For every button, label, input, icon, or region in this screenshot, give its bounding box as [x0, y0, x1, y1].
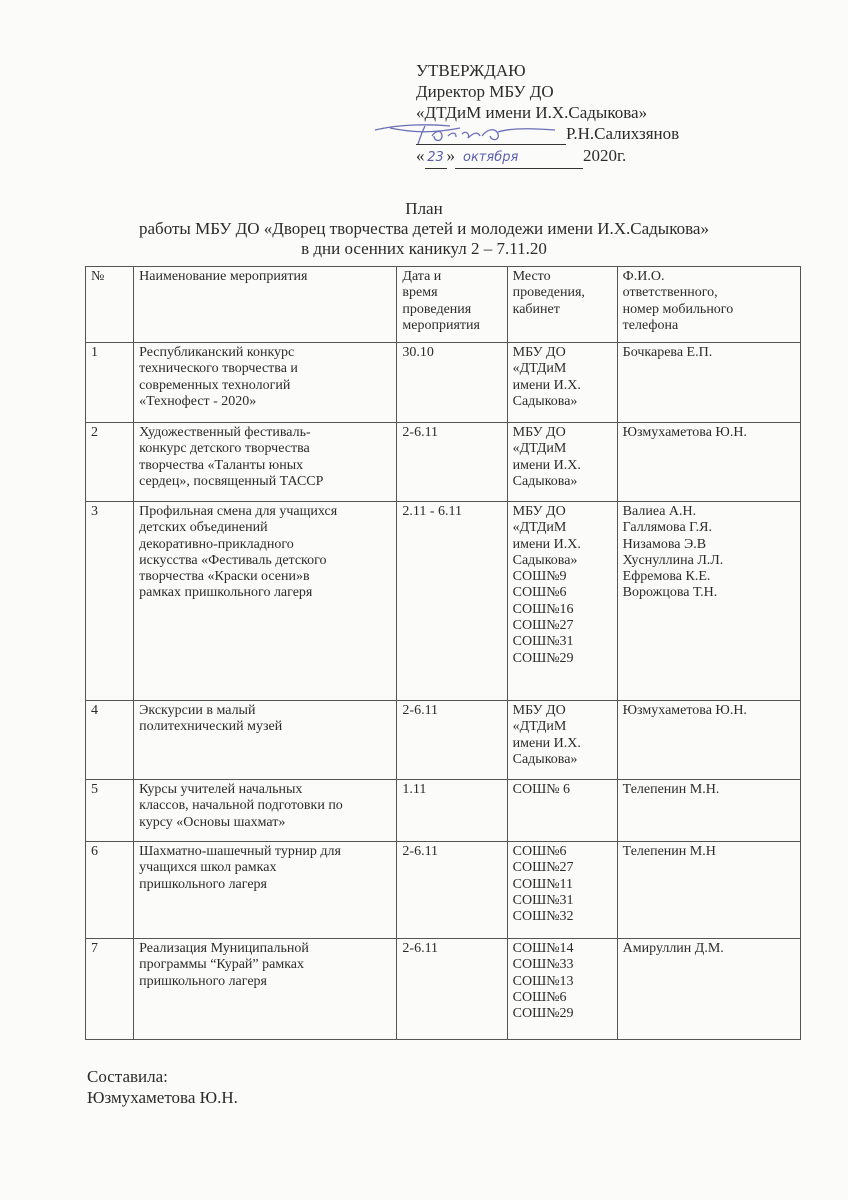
- approval-heading: УТВЕРЖДАЮ: [416, 61, 526, 80]
- compiled-by-author: Юзмухаметова Ю.Н.: [87, 1088, 238, 1107]
- row-place: СОШ№6 СОШ№27 СОШ№11 СОШ№31 СОШ№32: [507, 842, 617, 939]
- row-place: МБУ ДО «ДТДиМ имени И.Х. Садыкова» СОШ№9 СОШ№6 СОШ№16 СОШ№27 СОШ№31 СОШ№29: [507, 502, 617, 701]
- table-row: [86, 701, 801, 780]
- table-row: [86, 939, 801, 1040]
- row-num: 5: [86, 780, 134, 842]
- row-num: 7: [86, 939, 134, 1040]
- row-date: 1.11: [397, 780, 507, 842]
- row-num: 2: [86, 423, 134, 502]
- row-event-name: Республиканский конкурс технического творчества и современных технологий «Технофест - 2020»: [134, 343, 397, 423]
- table-row: [86, 502, 801, 701]
- row-responsible: Амируллин Д.М.: [617, 939, 800, 1040]
- row-responsible: Юзмухаметова Ю.Н.: [617, 423, 800, 502]
- row-date: 2-6.11: [397, 842, 507, 939]
- table-header-row: [86, 267, 801, 343]
- row-responsible: Телепенин М.Н: [617, 842, 800, 939]
- approval-position: Директор МБУ ДО: [416, 82, 554, 101]
- row-event-name: Реализация Муниципальной программы “Курай” рамках пришкольного лагеря: [134, 939, 397, 1040]
- title-line-2: работы МБУ ДО «Дворец творчества детей и молодежи имени И.Х.Садыкова»: [139, 219, 709, 238]
- row-place: МБУ ДО «ДТДиМ имени И.Х. Садыкова»: [507, 701, 617, 780]
- row-event-name: Шахматно-шашечный турнир для учащихся школ рамках пришкольного лагеря: [134, 842, 397, 939]
- header-event-name: Наименование мероприятия: [134, 267, 397, 343]
- title-line-3: в дни осенних каникул 2 – 7.11.20: [301, 239, 547, 258]
- row-place: СОШ№14 СОШ№33 СОШ№13 СОШ№6 СОШ№29: [507, 939, 617, 1040]
- table-row: [86, 343, 801, 423]
- table-row: [86, 842, 801, 939]
- header-date: Дата и время проведения мероприятия: [397, 267, 507, 343]
- header-responsible: Ф.И.О. ответственного, номер мобильного телефона: [617, 267, 800, 343]
- compiled-by: [87, 1066, 238, 1108]
- approval-block: [416, 60, 679, 169]
- row-responsible: Валиеа А.Н. Галлямова Г.Я. Низамова Э.В Хуснуллина Л.Л. Ефремова К.Е. Ворожцова Т.Н.: [617, 502, 800, 701]
- date-day: 23: [425, 147, 447, 169]
- compiled-by-label: Составила:: [87, 1067, 168, 1086]
- signature-icon: [370, 118, 570, 148]
- table-row: [86, 423, 801, 502]
- row-responsible: Телепенин М.Н.: [617, 780, 800, 842]
- approval-date: « 23 » октября 2020г.: [416, 145, 679, 169]
- row-num: 6: [86, 842, 134, 939]
- table-row: [86, 780, 801, 842]
- document-title: [0, 199, 848, 259]
- row-place: МБУ ДО «ДТДиМ имени И.Х. Садыкова»: [507, 343, 617, 423]
- row-responsible: Бочкарева Е.П.: [617, 343, 800, 423]
- row-event-name: Экскурсии в малый политехнический музей: [134, 701, 397, 780]
- row-event-name: Профильная смена для учащихся детских объединений декоративно-прикладного искусства «Фестиваль детского творчества «Краски осени»в рамках пришкольного лагеря: [134, 502, 397, 701]
- row-place: МБУ ДО «ДТДиМ имени И.Х. Садыкова»: [507, 423, 617, 502]
- row-event-name: Художественный фестиваль- конкурс детского творчества творчества «Таланты юных сердец», посвященный ТАССР: [134, 423, 397, 502]
- row-date: 2-6.11: [397, 939, 507, 1040]
- header-num: №: [86, 267, 134, 343]
- plan-table: [85, 266, 801, 1040]
- row-num: 1: [86, 343, 134, 423]
- row-date: 2-6.11: [397, 701, 507, 780]
- date-month: октября: [455, 147, 583, 169]
- header-place: Место проведения, кабинет: [507, 267, 617, 343]
- row-date: 30.10: [397, 343, 507, 423]
- row-date: 2.11 - 6.11: [397, 502, 507, 701]
- date-year: 2020г.: [583, 146, 627, 165]
- approval-organization: «ДТДиМ имени И.Х.Садыкова»: [416, 103, 648, 122]
- row-date: 2-6.11: [397, 423, 507, 502]
- row-num: 4: [86, 701, 134, 780]
- row-place: СОШ№ 6: [507, 780, 617, 842]
- signer-name: Р.Н.Салихзянов: [566, 124, 680, 143]
- row-num: 3: [86, 502, 134, 701]
- row-event-name: Курсы учителей начальных классов, начальной подготовки по курсу «Основы шахмат»: [134, 780, 397, 842]
- row-responsible: Юзмухаметова Ю.Н.: [617, 701, 800, 780]
- title-line-1: План: [405, 199, 443, 218]
